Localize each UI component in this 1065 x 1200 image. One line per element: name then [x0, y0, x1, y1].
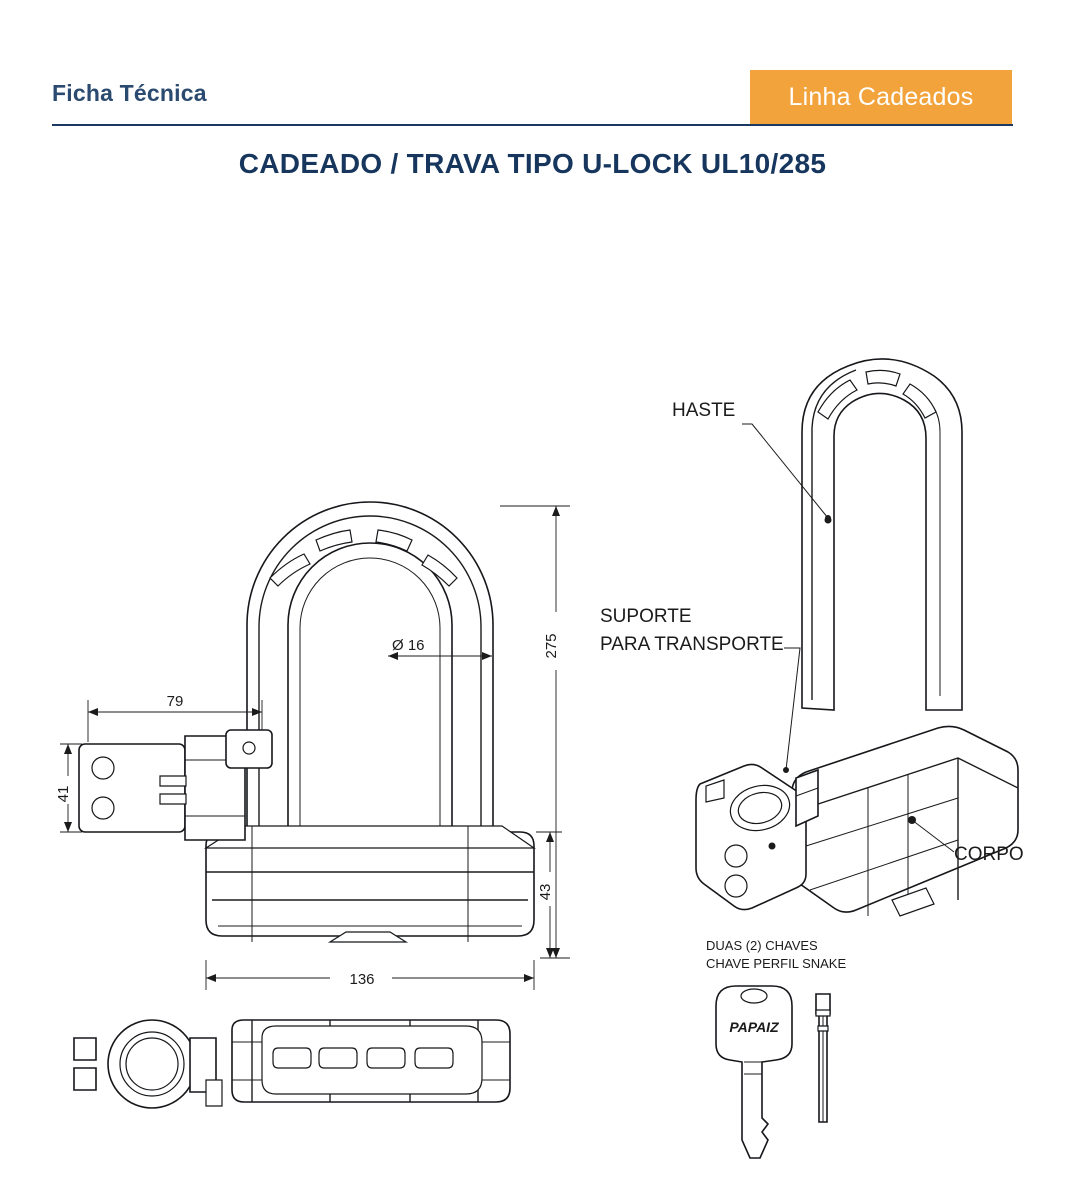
keys-label-line1: DUAS (2) CHAVES — [706, 938, 818, 953]
dimension-43-label: 43 — [537, 883, 554, 901]
transport-bracket-perspective — [696, 764, 818, 909]
linha-cadeados-badge: Linha Cadeados — [750, 70, 1012, 124]
keys-label-line2: CHAVE PERFIL SNAKE — [706, 956, 847, 971]
perspective-view-ulock — [600, 359, 1024, 916]
callout-corpo: CORPO — [954, 844, 1024, 865]
front-view-ulock — [55, 502, 570, 990]
section-label: Ficha Técnica — [52, 80, 207, 106]
transport-bracket-front — [79, 730, 272, 840]
dimension-136-label: 136 — [349, 971, 375, 988]
dimension-diameter-16-label: Ø 16 — [392, 637, 425, 654]
technical-drawing — [0, 200, 1065, 1200]
dimension-275-label: 275 — [543, 633, 560, 659]
page-header — [0, 0, 1065, 126]
page-title: CADEADO / TRAVA TIPO U-LOCK UL10/285 — [238, 148, 827, 179]
key-front — [716, 986, 792, 1158]
header-divider — [52, 124, 1013, 126]
callout-suporte-line2: PARA TRANSPORTE — [600, 634, 784, 655]
key-brand-label: PAPAIZ — [729, 1019, 779, 1035]
dimension-79-label: 79 — [166, 693, 184, 710]
key-side — [816, 994, 830, 1122]
keys-group — [706, 938, 846, 1158]
callout-haste: HASTE — [672, 400, 736, 421]
dimension-41-label: 41 — [55, 785, 72, 803]
callout-suporte-line1: SUPORTE — [600, 606, 692, 627]
top-view-ulock — [74, 1020, 510, 1108]
